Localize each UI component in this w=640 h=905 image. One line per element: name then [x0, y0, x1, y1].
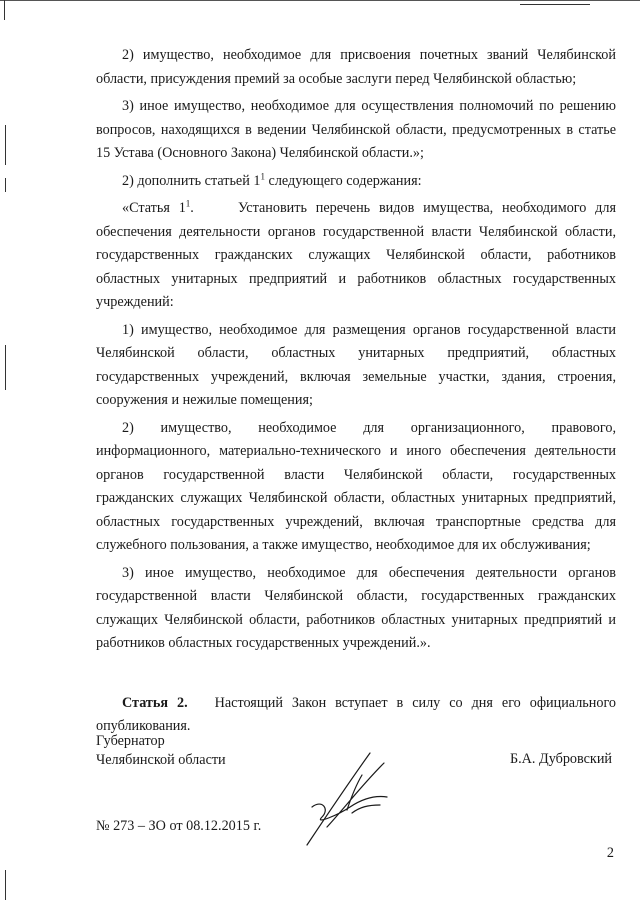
article-1-1-text: . Установить перечень видов имущества, необходимого для обеспечения деятельности органов государственной власти Челябинской области, государственных гражданских служащих Челябинской области, работников областных унитарных предприятий и работников областных государственных учреждений: [96, 200, 620, 310]
paragraph-list-3: 3) иное имущество, необходимое для обеспечения деятельности органов государственной власти Челябинской области, государственных гражданских служащих Челябинской области, работников областных унитарных предприятий и работников областных государственных учреждений.». [96, 564, 616, 651]
signatory-title [96, 732, 226, 770]
scan-border-top [0, 0, 640, 1]
scan-mark-top-left [4, 0, 5, 20]
scan-mark-top-right [520, 4, 590, 5]
paragraph-amendment-prefix: 2) дополнить статьей 1 [122, 172, 261, 189]
article-2-text: Настоящий Закон вступает в силу со дня его официального опубликования. [96, 694, 620, 734]
spacer [96, 660, 616, 692]
paragraph-list-2: 2) имущество, необходимое для организационного, правового, информационного, материально-технического и иного обеспечения деятельности органов государственной власти Челябинской области, государственных гражданских служащих Челябинской области, областных унитарных предприятий, областных государственных учреждений, включая транспортные средства для служебного пользования, а также имущество, необходимое для их обслуживания; [96, 419, 616, 553]
article-1-1-heading: «Статья 1 [122, 200, 186, 216]
handwritten-signature [292, 745, 412, 855]
paragraph-item-2: 2) имущество, необходимое для присвоения почетных званий Челябинской области, присуждения премий за особые заслуги перед Челябинской областью; [96, 47, 616, 87]
page-number: 2 [606, 845, 614, 861]
paragraph-item-3: 3) иное имущество, необходимое для осуществления полномочий по решению вопросов, находящихся в ведении Челябинской области, предусмотренных в статье 15 Устава (Основного Закона) Челябинской области.»; [96, 98, 616, 161]
scan-mark-left-3 [5, 345, 6, 390]
scan-mark-left-4 [5, 870, 6, 900]
document-body [96, 44, 620, 739]
superscript: 1 [260, 170, 265, 181]
article-2-heading: Статья 2. [122, 694, 188, 711]
law-number: № 273 – ЗО от 08.12.2015 г. [96, 818, 262, 834]
paragraph-amendment [96, 170, 616, 194]
paragraph-article-1-1 [96, 197, 620, 315]
paragraph-amendment-suffix: следующего содержания: [264, 172, 422, 189]
signatory-title-line-1: Губернатор [96, 733, 165, 749]
paragraph-list-1: 1) имущество, необходимое для размещения органов государственной власти Челябинской области, областных унитарных предприятий, областных государственных учреждений, включая земельные участки, здания, строения, сооружения и нежилые помещения; [96, 321, 616, 408]
scan-mark-left-2 [5, 178, 6, 192]
signatory-name: Б.А. Дубровский [509, 751, 612, 767]
signatory-title-line-2: Челябинской области [96, 752, 226, 768]
superscript: 1 [185, 198, 191, 209]
scan-mark-left-1 [5, 125, 6, 165]
